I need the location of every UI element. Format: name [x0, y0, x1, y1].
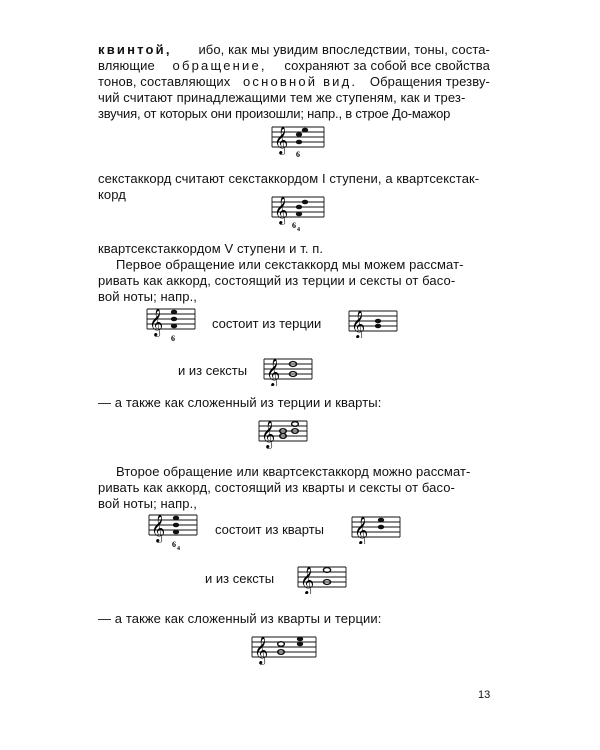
figure-label: 6 — [172, 540, 176, 549]
treble-clef-icon: 𝄞 — [149, 308, 164, 336]
emphasis-text: основной вид. — [242, 74, 358, 89]
figure-label-sub: 4 — [297, 227, 300, 233]
treble-clef-icon: 𝄞 — [354, 516, 369, 544]
text-line — [98, 42, 490, 58]
text-line: корд — [98, 187, 126, 202]
text-line: Второе обращение или квартсекстаккорд можно рассмат- — [116, 464, 471, 479]
caption-and-sixth-2: и из сексты — [205, 571, 275, 586]
figure-label: 6 — [292, 221, 296, 230]
text-line: чий считают принадлежащими тем же ступеням, как и трез- — [98, 90, 466, 105]
treble-clef-icon: 𝄞 — [151, 514, 166, 542]
emphasis-text: обращение, — [172, 58, 267, 73]
caption-consists-fourth: состоит из кварты — [215, 522, 324, 537]
emphasis-text: квинтой, — [98, 42, 172, 57]
music-staff-third-interval — [345, 302, 401, 338]
text-line: секстаккорд считают секстаккордом I ступени, а квартсекстак- — [98, 171, 480, 186]
figure-label-sub: 4 — [177, 546, 180, 552]
text-line: вой ноты; напр., — [98, 289, 198, 304]
music-staff-sixth-chord — [268, 118, 328, 158]
treble-clef-icon: 𝄞 — [274, 196, 289, 224]
text-fragment: Обращения трезву- — [369, 74, 490, 89]
text-line — [98, 74, 490, 90]
text-line: ривать как аккорд, состоящий из терции и сексты от басо- — [98, 273, 456, 288]
music-staff-six-four-chord — [268, 188, 328, 234]
text-fragment: вляющие — [98, 58, 155, 73]
text-line: квартсекстаккордом V ступени и т. п. — [98, 241, 324, 256]
music-staff-sixth-chord-example — [143, 300, 199, 342]
music-staff-fourth-plus-third — [248, 628, 320, 668]
text-line: ривать как аккорд, состоящий из кварты и сексты от басо- — [98, 480, 455, 495]
text-line: звучия, от которых они произошли; напр., в строе До-мажор — [98, 106, 451, 121]
treble-clef-icon: 𝄞 — [266, 358, 281, 386]
music-staff-sixth-interval — [260, 350, 316, 386]
caption-consists-third: состоит из терции — [212, 316, 322, 331]
music-staff-six-four-example — [145, 506, 201, 552]
text-fragment: тонов, составляющих — [98, 74, 231, 89]
figure-label: 6 — [296, 150, 300, 158]
music-staff-fourth-interval — [348, 508, 404, 544]
text-line — [98, 58, 490, 74]
treble-clef-icon: 𝄞 — [254, 636, 269, 664]
caption-and-sixth: и из сексты — [178, 363, 248, 378]
text-line: — а также как сложенный из кварты и терции: — [98, 611, 382, 626]
treble-clef-icon: 𝄞 — [274, 126, 289, 154]
text-line: вой ноты; напр., — [98, 496, 198, 511]
page-number: 13 — [478, 689, 491, 701]
treble-clef-icon: 𝄞 — [351, 310, 366, 338]
text-line: — а также как сложенный из терции и кварты: — [98, 395, 382, 410]
text-fragment: сохраняют за собой все свойства — [284, 58, 490, 73]
treble-clef-icon: 𝄞 — [300, 566, 315, 594]
music-staff-sixth-interval-2 — [294, 558, 350, 594]
figure-label: 6 — [171, 334, 175, 342]
music-staff-third-plus-fourth — [255, 412, 311, 452]
treble-clef-icon: 𝄞 — [261, 420, 276, 448]
text-fragment: ибо, как мы увидим впоследствии, тоны, соста- — [198, 42, 490, 57]
text-line: Первое обращение или секстаккорд мы можем рассмат- — [116, 257, 464, 272]
